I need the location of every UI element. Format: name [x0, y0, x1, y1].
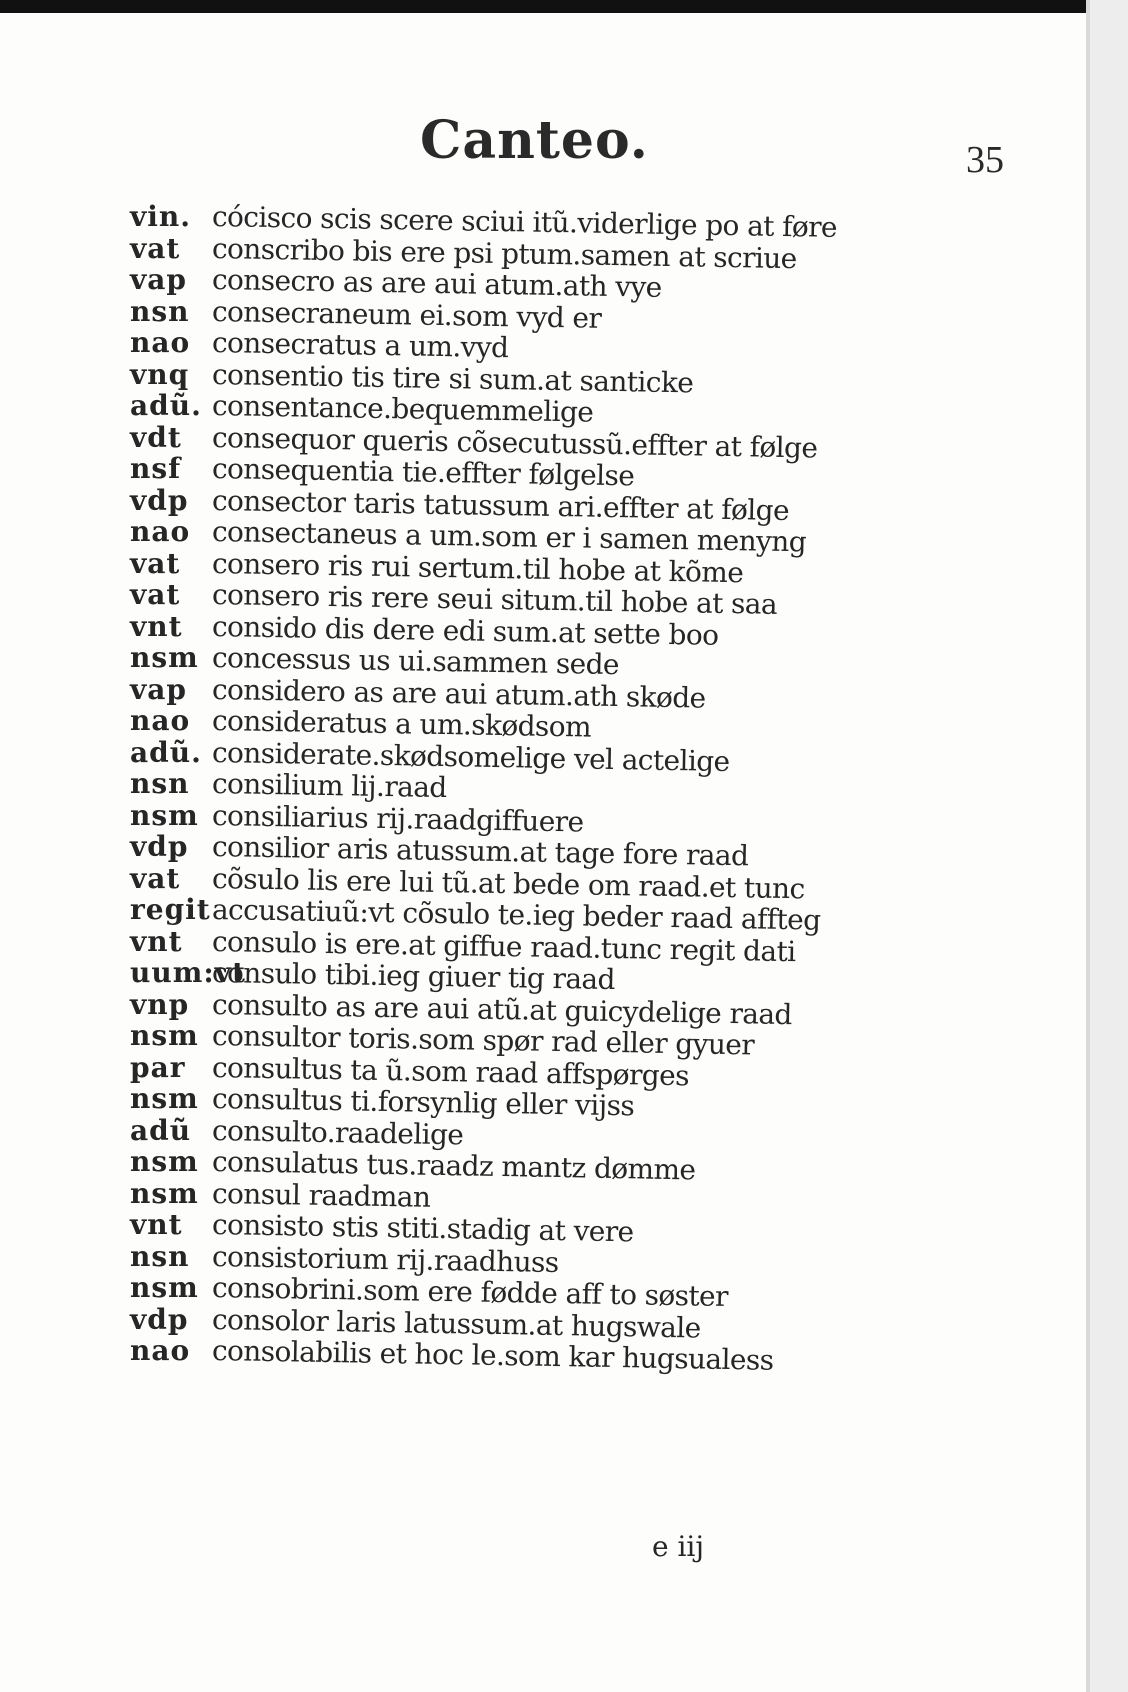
grammar-code: nao: [130, 1334, 191, 1367]
entry-text: consiliarius rij.raadgiffuere: [211, 798, 584, 838]
entry-text: consultus ti.forsynlig eller vijss: [211, 1082, 635, 1123]
entry-text: consul raadman: [211, 1176, 431, 1214]
grammar-code: vnq: [130, 357, 190, 391]
entry-text: consulto as are aui atũ.at guicydelige raad: [211, 987, 793, 1031]
entry-text: consentio tis tire si sum.at santicke: [211, 357, 694, 399]
dictionary-entry: [130, 200, 1050, 244]
grammar-code: vat: [130, 231, 181, 265]
dictionary-entry: [130, 1208, 1050, 1249]
entry-text: consideratus a um.skødsom: [211, 704, 592, 744]
entry-text: considero as are aui atum.ath skøde: [211, 672, 706, 715]
entry-text: consulatus tus.raadz mantz dømme: [211, 1145, 696, 1187]
dictionary-entry: [130, 830, 1050, 873]
grammar-code: nao: [130, 326, 191, 359]
grammar-code: nsm: [130, 1271, 199, 1304]
entry-text: consulto.raadelige: [211, 1113, 464, 1151]
entry-text: conscribo bis ere psi ptum.samen at scriue: [211, 231, 797, 275]
grammar-code: nsn: [130, 294, 190, 328]
grammar-code: nsf: [130, 452, 182, 485]
grammar-code: nao: [130, 704, 191, 737]
running-head: Canteo.: [420, 110, 649, 171]
grammar-code: adũ.: [130, 735, 202, 769]
grammar-code: regit: [130, 893, 211, 926]
grammar-code: nao: [130, 515, 191, 548]
dictionary-entry: [130, 1271, 1050, 1314]
entry-text: consultor toris.som spør rad eller gyuer: [211, 1019, 755, 1062]
entry-text: consistorium rij.raadhuss: [211, 1239, 559, 1279]
scan-right-margin: [1090, 0, 1128, 1692]
grammar-code: vnp: [130, 987, 190, 1021]
entry-text: consolabilis et hoc le.som kar hugsualess: [211, 1334, 774, 1377]
entry-text: consecratus a um.vyd: [211, 326, 509, 365]
entry-text: consulo is ere.at giffue raad.tunc regit dati: [211, 924, 796, 968]
entry-text: considerate.skødsomelige vel actelige: [211, 735, 730, 778]
entry-text: concessus us ui.sammen sede: [211, 641, 620, 682]
grammar-code: uum:vt: [130, 956, 246, 989]
grammar-code: vap: [130, 672, 187, 706]
grammar-code: vat: [130, 861, 181, 895]
entry-text: accusatiuũ:vt cõsulo te.ieg beder raad affteg: [211, 893, 821, 937]
grammar-code: vap: [130, 263, 187, 296]
grammar-code: adũ.: [130, 389, 202, 422]
dictionary-entry: [130, 357, 1050, 399]
entry-text: consilium lij.raad: [211, 767, 447, 805]
grammar-code: vat: [130, 578, 181, 611]
entry-text: consero ris rui sertum.til hobe at kõme: [211, 546, 744, 589]
entry-text: consequor queris cõsecutussũ.effter at følge: [211, 420, 818, 465]
grammar-code: nsm: [130, 641, 199, 674]
page-number: 35: [966, 139, 1004, 181]
entry-text: consulo tibi.ieg giuer tig raad: [211, 956, 616, 997]
dictionary-entry: [130, 798, 1050, 838]
grammar-code: adũ: [130, 1113, 192, 1147]
grammar-code: nsn: [130, 1239, 190, 1273]
grammar-code: par: [130, 1050, 186, 1084]
grammar-code: vnt: [130, 1208, 183, 1241]
entry-text: consisto stis stiti.stadig at vere: [211, 1208, 634, 1249]
scan-top-border: [0, 0, 1090, 13]
grammar-code: nsm: [130, 1176, 199, 1210]
grammar-code: nsm: [130, 798, 199, 832]
grammar-code: nsm: [130, 1019, 199, 1052]
grammar-code: nsm: [130, 1082, 199, 1115]
entry-text: consido dis dere edi sum.at sette boo: [211, 609, 719, 652]
signature-mark: e iij: [652, 1530, 705, 1563]
entry-text: consectaneus a um.som er i samen menyng: [211, 515, 807, 559]
entry-text: consero ris rere seui situm.til hobe at saa: [211, 578, 778, 621]
entry-text: consecro as are aui atum.ath vye: [211, 263, 662, 304]
grammar-code: vdp: [130, 830, 189, 863]
entry-text: cõsulo lis ere lui tũ.at bede om raad.et tunc: [211, 861, 805, 905]
grammar-code: vdt: [130, 420, 182, 454]
entry-text: consentance.bequemmelige: [211, 389, 594, 429]
entry-text: consilior aris atussum.at tage fore raad: [211, 830, 749, 873]
grammar-code: nsm: [130, 1145, 199, 1178]
entry-text: consolor laris latussum.at hugswale: [211, 1302, 701, 1345]
entry-text: consector taris tatussum ari.effter at følge: [211, 483, 790, 527]
dictionary-entries: [130, 200, 1050, 1377]
dictionary-entry: [130, 1145, 1050, 1187]
entry-text: cócisco scis scere sciui itũ.viderlige po at føre: [211, 200, 838, 244]
grammar-code: vnt: [130, 609, 183, 643]
grammar-code: vdp: [130, 483, 189, 517]
entry-text: consultus ta ũ.som raad affspørges: [211, 1050, 690, 1092]
grammar-code: vdp: [130, 1302, 189, 1336]
entry-text: consobrini.som ere fødde aff to søster: [211, 1271, 729, 1314]
entry-text: consequentia tie.effter følgelse: [211, 452, 635, 493]
grammar-code: vat: [130, 546, 181, 580]
grammar-code: vnt: [130, 924, 183, 958]
grammar-code: nsn: [130, 767, 190, 800]
entry-text: consecraneum ei.som vyd er: [211, 294, 602, 335]
grammar-code: vin.: [130, 200, 192, 233]
